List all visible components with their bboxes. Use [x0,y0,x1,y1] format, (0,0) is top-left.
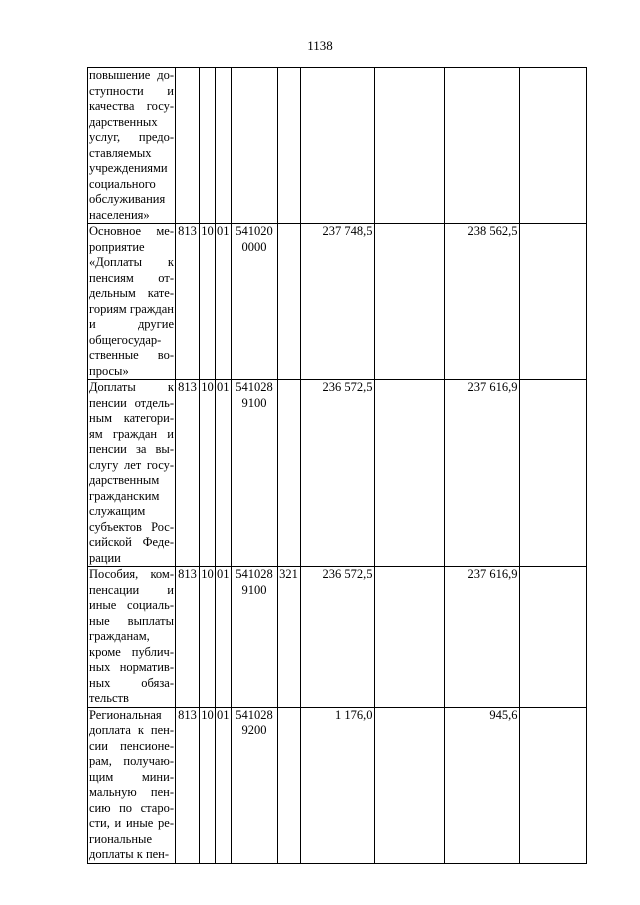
amount-year1-cell: 237 748,5 [300,224,374,380]
empty-cell [374,380,444,567]
table-row [88,380,587,567]
amount-year2-cell [444,68,519,224]
expense-type-cell: 321 [277,567,300,708]
amount-year1-cell: 236 572,5 [300,380,374,567]
table-row [88,567,587,708]
budget-table [87,67,587,864]
empty-cell [374,567,444,708]
section-code-cell [200,68,216,224]
empty-cell [519,380,586,567]
empty-cell [519,707,586,863]
target-article-cell: 541028 9100 [231,567,277,708]
row-name-cell: Основное мероприятие «Доплаты к пенсиям отдельным категориям граждан и другие общегосударственные вопросы» [89,224,174,378]
empty-cell [374,68,444,224]
target-article-cell: 541028 9200 [231,707,277,863]
subsection-code-cell: 01 [216,224,232,380]
ministry-code-cell: 813 [176,224,200,380]
subsection-code-cell: 01 [216,567,232,708]
empty-cell [374,224,444,380]
row-name-cell: Доплаты к пенсии отдельным категориям граждан и пенсии за выслугу лет государственным гражданским служащим субъектов Российской Федерации [89,380,174,565]
target-article-cell: 541028 9100 [231,380,277,567]
table-row [88,68,587,224]
expense-type-cell [277,707,300,863]
amount-year2-cell: 237 616,9 [444,567,519,708]
expense-type-cell [277,68,300,224]
ministry-code-cell [176,68,200,224]
section-code-cell: 10 [200,224,216,380]
table-row [88,707,587,863]
expense-type-cell [277,224,300,380]
row-name-cell: Региональная доплата к пенсии пенсионерам, получающим минимальную пенсию по старости, и иные региональные доплаты к пен- [89,707,174,861]
ministry-code-cell: 813 [176,567,200,708]
row-name-cell: повышение доступности и качества государственных услуг, предоставляемых учреждениями социального обслуживания населения» [89,68,174,222]
expense-type-cell [277,380,300,567]
subsection-code-cell: 01 [216,707,232,863]
empty-cell [374,707,444,863]
table-row [88,224,587,380]
row-name-cell: Пособия, компенсации и иные социальные выплаты гражданам, кроме публичных нормативных обязательств [89,567,174,705]
subsection-code-cell: 01 [216,380,232,567]
amount-year1-cell: 236 572,5 [300,567,374,708]
ministry-code-cell: 813 [176,707,200,863]
subsection-code-cell [216,68,232,224]
section-code-cell: 10 [200,380,216,567]
amount-year2-cell: 237 616,9 [444,380,519,567]
section-code-cell: 10 [200,707,216,863]
section-code-cell: 10 [200,567,216,708]
empty-cell [519,224,586,380]
page-number: 1138 [307,38,333,53]
amount-year2-cell: 945,6 [444,707,519,863]
amount-year1-cell [300,68,374,224]
target-article-cell [231,68,277,224]
ministry-code-cell: 813 [176,380,200,567]
empty-cell [519,567,586,708]
target-article-cell: 541020 0000 [231,224,277,380]
amount-year2-cell: 238 562,5 [444,224,519,380]
amount-year1-cell: 1 176,0 [300,707,374,863]
empty-cell [519,68,586,224]
